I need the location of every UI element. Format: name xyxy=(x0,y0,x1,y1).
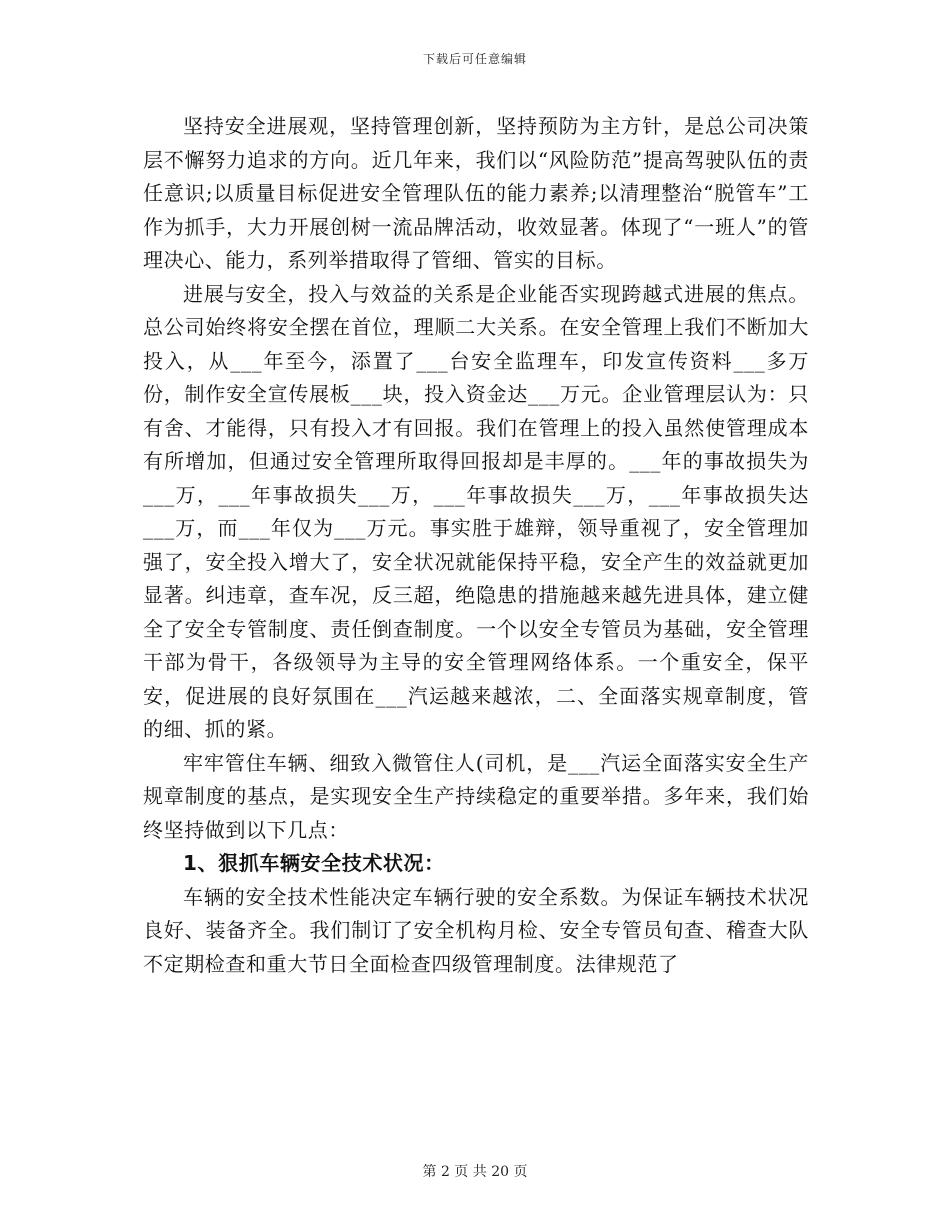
section-heading: 1、狠抓车辆安全技术状况： xyxy=(183,851,445,875)
page-footer: 第 2 页 共 20 页 xyxy=(422,1164,528,1180)
paragraph-2: 进展与安全，投入与效益的关系是企业能否实现跨越式进展的焦点。总公司始终将安全摆在首位，理顺二大关系。在安全管理上我们不断加大投入，从___年至今，添置了___台安全监理车，印发宣传资料___多万份，制作安全宣传展板___块，投入资金达___万元。企业管理层认为：只有舍、才能得，只有投入才有回报。我们在管理上的投入虽然使管理成本有所增加，但通过安全管理所取得回报却是丰厚的。___年的事故损失为___万，___年事故损失___万，___年事故损失___万，___年事故损失达___万，而___年仅为___万元。事实胜于雄辩，领导重视了，安全管理加强了，安全投入增大了，安全状况就能保持平稳，安全产生的效益就更加显著。纠违章，查车况，反三超，绝隐患的措施越来越先进具体，建立健全了安全专管制度、责任倒查制度。一个以安全专管员为基础，安全管理干部为骨干，各级领导为主导的安全管理网络体系。一个重安全，保平安，促进展的良好氛围在___汽运越来越浓，二、全面落实规章制度，管的细、抓的紧。 xyxy=(143,281,809,741)
paragraph-1: 坚持安全进展观，坚持管理创新，坚持预防为主方针，是总公司决策层不懈努力追求的方向。近几年来，我们以“风险防范”提高驾驶队伍的责任意识;以质量目标促进安全管理队伍的能力素养;以清理整治“脱管车”工作为抓手，大力开展创树一流品牌活动，收效显著。体现了“一班人”的管理决心、能力，系列举措取得了管细、管实的目标。 xyxy=(143,114,809,272)
paragraph-4: 车辆的安全技术性能决定车辆行驶的安全系数。为保证车辆技术状况良好、装备齐全。我们制订了安全机构月检、安全专管员旬查、稽查大队不定期检查和重大节日全面检查四级管理制度。法律规范了 xyxy=(143,884,809,976)
document-body xyxy=(143,110,809,981)
page-header: 下载后可任意编辑 xyxy=(422,52,527,66)
paragraph-3: 牢牢管住车辆、细致入微管住人(司机，是___汽运全面落实安全生产规章制度的基点，是实现安全生产持续稳定的重要举措。多年来，我们始终坚持做到以下几点： xyxy=(143,750,809,842)
